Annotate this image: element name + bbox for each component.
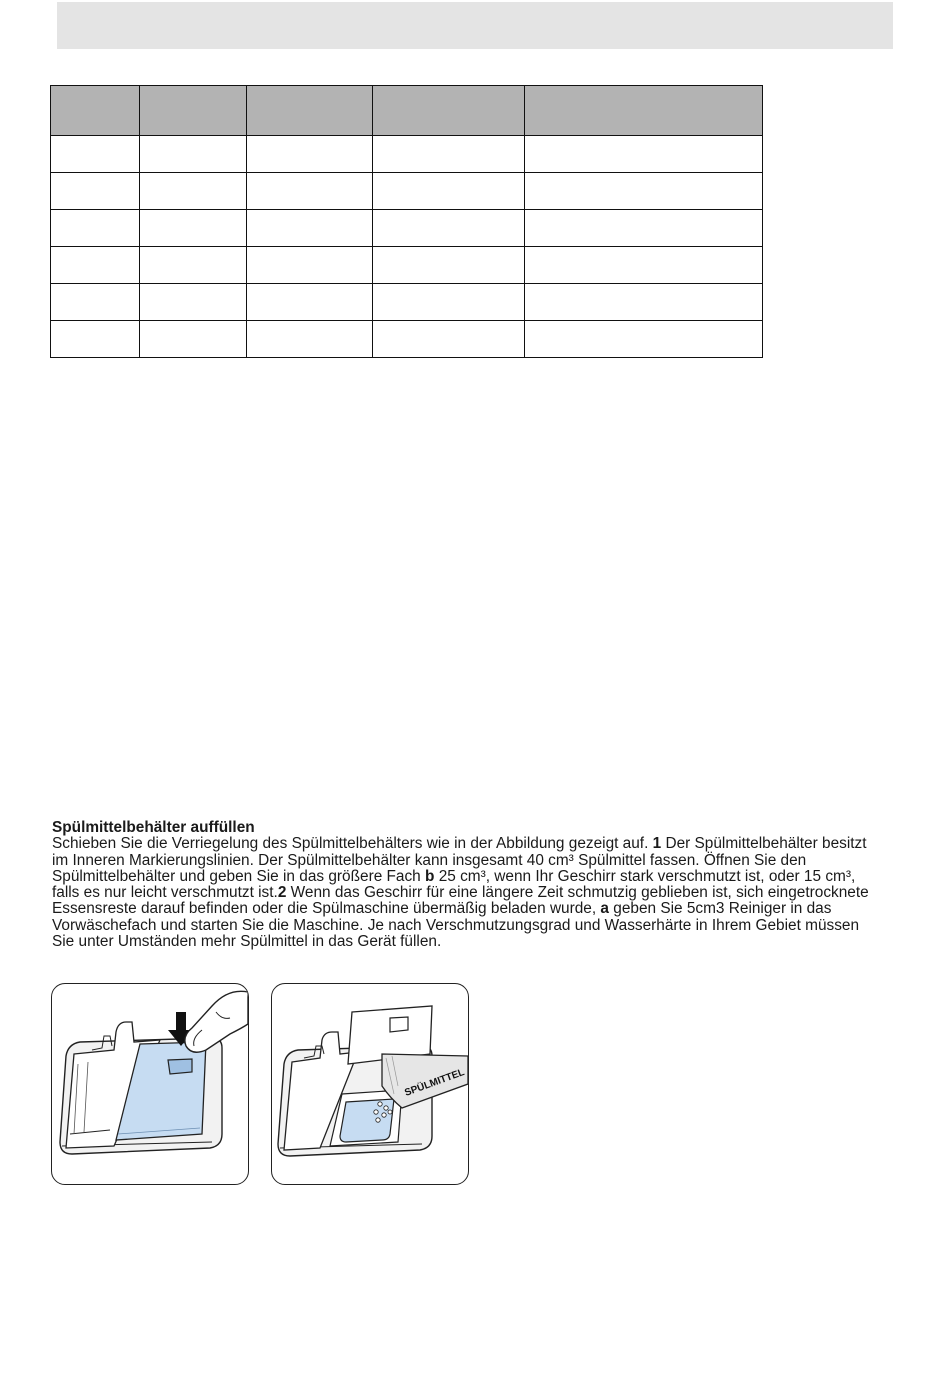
table-cell <box>525 136 763 173</box>
table-cell <box>140 247 247 284</box>
section-body-text <box>52 836 882 950</box>
bold-reference: a <box>600 900 609 918</box>
table-cell <box>525 173 763 210</box>
table-cell <box>525 284 763 321</box>
table-cell <box>525 247 763 284</box>
bold-reference: 2 <box>277 884 287 902</box>
bold-reference: b <box>425 867 435 885</box>
text-run: 25 cm³, wenn Ihr Geschirr stark verschmutzt ist, oder 15 cm³, falls es nur leicht verschmutzt ist. <box>52 867 856 902</box>
table-cell <box>51 210 140 247</box>
table-header-cell <box>525 86 763 136</box>
table-cell <box>373 284 525 321</box>
text-run: Wenn das Geschirr für eine längere Zeit schmutzig geblieben ist, sich eingetrocknete Essensreste darauf befinden oder die Spülmaschine übermäßig beladen wurde, <box>52 884 869 918</box>
table-cell <box>247 247 373 284</box>
water-hardness-table <box>50 85 763 358</box>
table-cell <box>525 321 763 358</box>
table-cell <box>373 321 525 358</box>
packet-label: SPÜLMITTEL <box>403 1067 467 1099</box>
finger-icon <box>185 991 248 1052</box>
table-row <box>51 136 763 173</box>
table-cell <box>140 321 247 358</box>
table-cell <box>140 284 247 321</box>
text-run: geben Sie 5cm3 Reiniger in das Vorwäschefach und starten Sie die Maschine. Je nach Verschmutzungsgrad und Wasserhärte in Ihrem Gebiet müssen Sie unter Umständen mehr Spülmittel in das Gerät füllen. <box>52 900 860 951</box>
table-cell <box>51 136 140 173</box>
table-body <box>51 136 763 358</box>
table-cell <box>51 173 140 210</box>
table-cell <box>247 284 373 321</box>
dispenser-icon <box>52 984 248 1184</box>
table-row <box>51 210 763 247</box>
table-cell <box>51 247 140 284</box>
table-cell <box>373 136 525 173</box>
section-fill-detergent <box>52 820 882 950</box>
text-run: Schieben Sie die Verriegelung des Spülmittelbehälters wie in der Abbildung gezeigt auf. <box>52 835 653 853</box>
table-cell <box>140 173 247 210</box>
table-cell <box>373 173 525 210</box>
table-cell <box>373 247 525 284</box>
dispenser-open-icon <box>272 984 468 1184</box>
table-header-cell <box>51 86 140 136</box>
text-run: Der Spülmittelbehälter besitzt im Inneren Markierungslinien. Der Spülmittelbehälter kann insgesamt 40 cm³ Spülmittel fassen. Öffnen Sie den Spülmittelbehälter und geben Sie in das größere Fach <box>52 835 867 885</box>
table-cell <box>247 321 373 358</box>
table-cell <box>247 210 373 247</box>
table-row <box>51 321 763 358</box>
table-cell <box>140 136 247 173</box>
table-header-cell <box>373 86 525 136</box>
figure-dispenser-fill <box>271 983 469 1185</box>
section-heading: Spülmittelbehälter auffüllen <box>52 819 255 836</box>
table-cell <box>373 210 525 247</box>
table-header-cell <box>140 86 247 136</box>
table-header-cell <box>247 86 373 136</box>
table-header-row <box>51 86 763 136</box>
header-band <box>57 2 893 49</box>
table-cell <box>247 173 373 210</box>
table-row <box>51 173 763 210</box>
table-cell <box>140 210 247 247</box>
table-cell <box>247 136 373 173</box>
detergent-packet-icon <box>382 1054 468 1108</box>
bold-reference: 1 <box>652 835 662 853</box>
table-row <box>51 247 763 284</box>
table-row <box>51 284 763 321</box>
figure-dispenser-open-latch <box>51 983 249 1185</box>
table-cell <box>525 210 763 247</box>
table-cell <box>51 284 140 321</box>
table-cell <box>51 321 140 358</box>
